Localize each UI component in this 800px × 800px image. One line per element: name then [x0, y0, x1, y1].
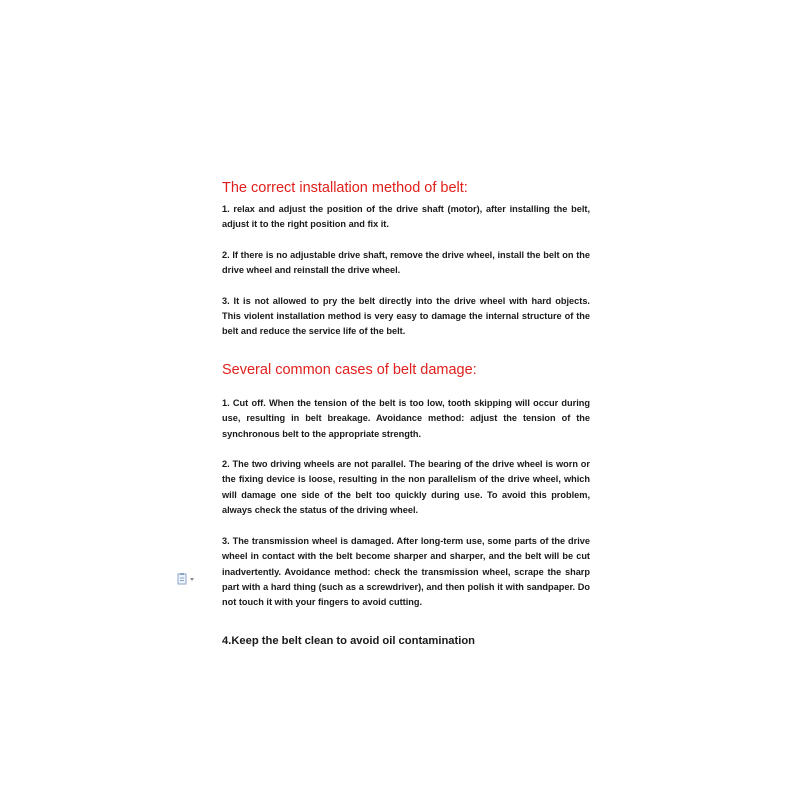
- installation-step-1: 1. relax and adjust the position of the drive shaft (motor), after installing the belt, adjust it to the right position and fix it.: [222, 204, 590, 230]
- damage-cases-heading: Several common cases of belt damage:: [222, 361, 477, 378]
- damage-case-2: 2. The two driving wheels are not parallel. The bearing of the drive wheel is worn or the fixing device is loose, resulting in the non parallelism of the drive wheel, which will damage one side of the belt too quickly during use. To avoid this problem, always check the status of the driving wheel.: [222, 459, 590, 516]
- installation-step-2: 2. If there is no adjustable drive shaft, remove the drive wheel, install the belt on the drive wheel and reinstall the drive wheel.: [222, 249, 590, 276]
- paste-options-icon[interactable]: [177, 572, 197, 584]
- damage-case-3: 3. The transmission wheel is damaged. After long-term use, some parts of the drive wheel in contact with the belt become sharper and sharper, and the belt will be cut inadvertently. Avoidance method: check the transmission wheel, scrape the sharp part with a hard thing (such as a screwdriver), and then polish it with sandpaper. Do not touch it with your fingers to avoid cutting.: [222, 535, 590, 608]
- damage-case-1: 1. Cut off. When the tension of the belt is too low, tooth skipping will occur during use, resulting in belt breakage. Avoidance method: adjust the tension of the synchronous belt to the appropriate strength.: [222, 397, 590, 439]
- installation-step-3: 3. It is not allowed to pry the belt directly into the drive wheel with hard objects. This violent installation method is very easy to damage the internal structure of the belt and reduce the service life of the belt.: [222, 295, 590, 337]
- installation-heading: The correct installation method of belt:: [222, 180, 468, 196]
- document-body: [222, 178, 590, 649]
- final-note: 4.Keep the belt clean to avoid oil contamination: [222, 634, 476, 647]
